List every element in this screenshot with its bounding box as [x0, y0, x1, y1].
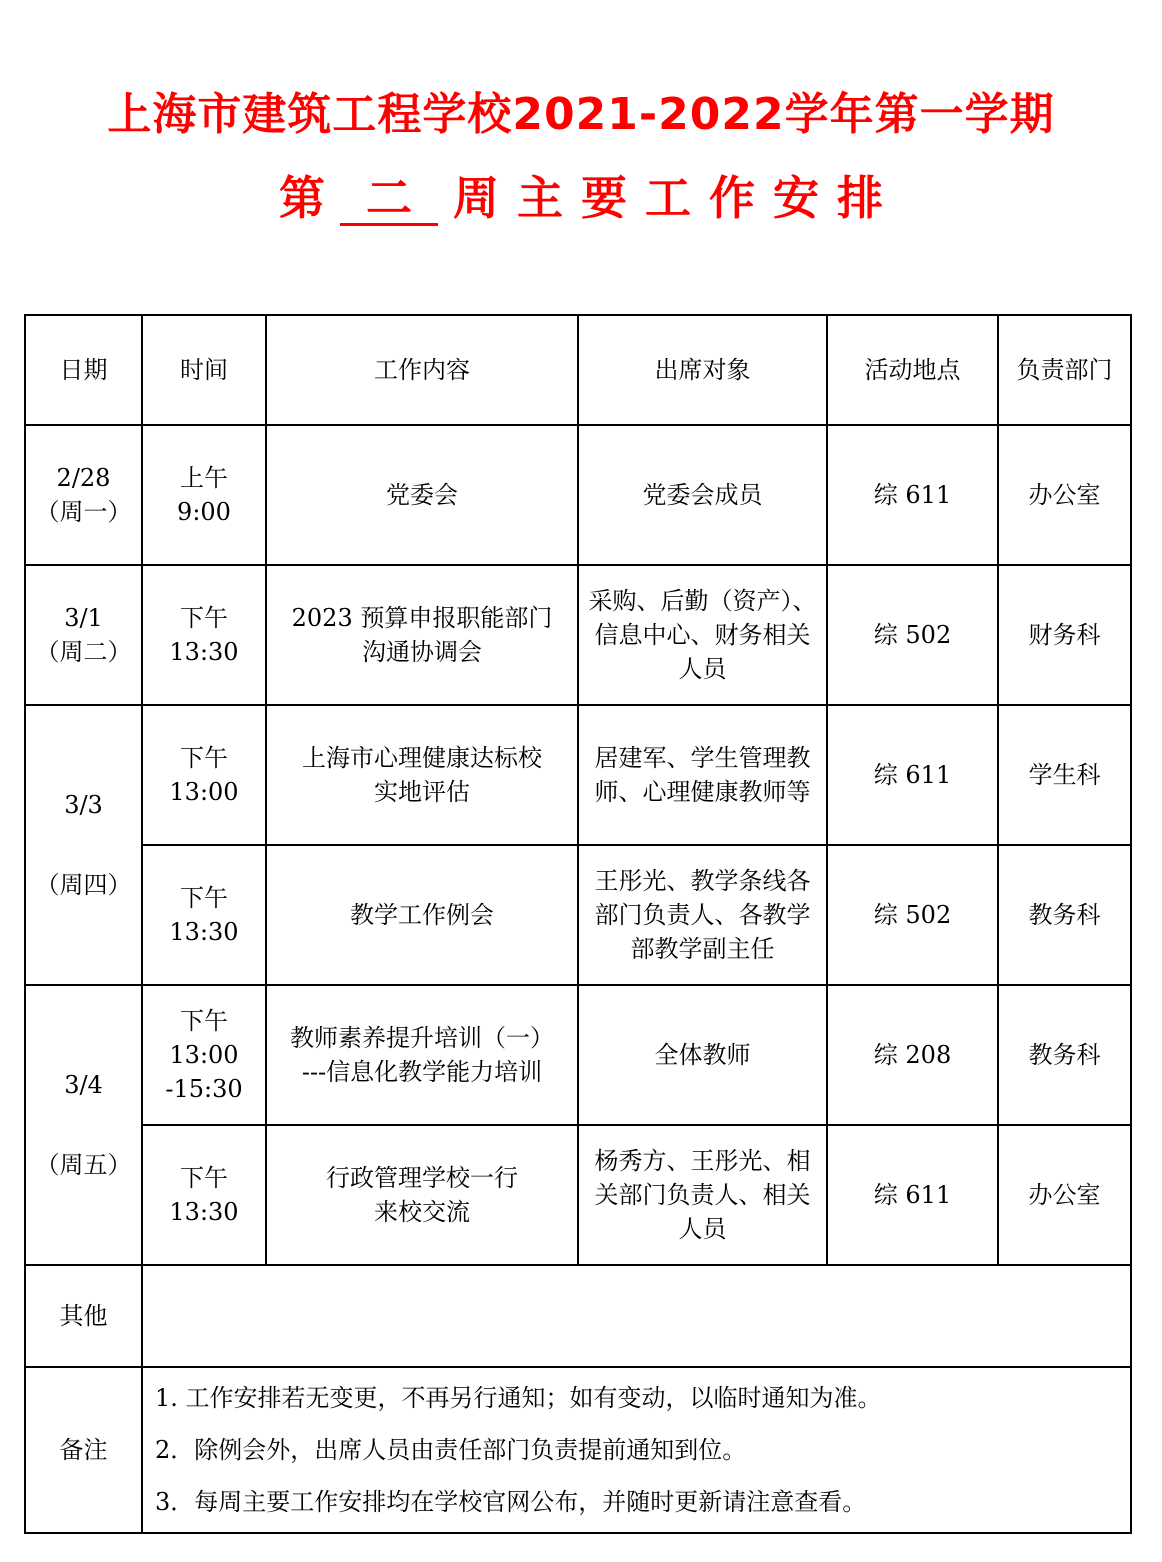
- date-cell: 3/4 （周五）: [25, 985, 142, 1265]
- dept-cell: 办公室: [998, 1125, 1131, 1265]
- dept-cell: 学生科: [998, 705, 1131, 845]
- content-cell: 行政管理学校一行 来校交流: [266, 1125, 578, 1265]
- header-row: [25, 315, 1131, 425]
- dept-cell: 办公室: [998, 425, 1131, 565]
- page-subtitle: [0, 162, 1162, 228]
- page-title: 上海市建筑工程学校2021-2022学年第一学期: [107, 89, 1055, 140]
- dept-cell: 教务科: [998, 845, 1131, 985]
- subtitle-word: 周: [453, 171, 499, 225]
- time-cell: 下午 13:30: [142, 845, 266, 985]
- subtitle-word: 排: [837, 171, 883, 225]
- dept-cell: 财务科: [998, 565, 1131, 705]
- location-cell: 综 611: [827, 1125, 998, 1265]
- table-row: [25, 845, 1131, 985]
- table-row: [25, 565, 1131, 705]
- other-value: [142, 1265, 1131, 1367]
- time-cell: 下午 13:00: [142, 705, 266, 845]
- header-date: 日期: [25, 315, 142, 425]
- location-cell: 综 611: [827, 425, 998, 565]
- note-item: 1. 工作安排若无变更，不再另行通知；如有变动，以临时通知为准。: [155, 1384, 882, 1412]
- date-cell: 3/1 （周二）: [25, 565, 142, 705]
- date-cell: 3/3 （周四）: [25, 705, 142, 985]
- content-cell: 2023 预算申报职能部门 沟通协调会: [266, 565, 578, 705]
- table-row: [25, 1125, 1131, 1265]
- subtitle-word: 要: [581, 171, 627, 225]
- header-dept: 负责部门: [998, 315, 1131, 425]
- other-row: [25, 1265, 1131, 1367]
- date-cell: 2/28 （周一）: [25, 425, 142, 565]
- table-row: [25, 705, 1131, 845]
- header-content: 工作内容: [266, 315, 578, 425]
- header-time: 时间: [142, 315, 266, 425]
- subtitle-word: 主: [517, 171, 563, 225]
- time-cell: 下午 13:30: [142, 1125, 266, 1265]
- header-attendees: 出席对象: [578, 315, 827, 425]
- time-cell: 上午 9:00: [142, 425, 266, 565]
- notes-label: 备注: [25, 1367, 142, 1533]
- location-cell: 综 208: [827, 985, 998, 1125]
- note-item: 3．每周主要工作安排均在学校官网公布，并随时更新请注意查看。: [155, 1488, 867, 1516]
- time-cell: 下午 13:00 -15:30: [142, 985, 266, 1125]
- attendees-cell: 居建军、学生管理教 师、心理健康教师等: [578, 705, 827, 845]
- attendees-cell: 采购、后勤（资产）、 信息中心、财务相关 人员: [578, 565, 827, 705]
- note-item: 2．除例会外，出席人员由责任部门负责提前通知到位。: [155, 1436, 747, 1464]
- content-cell: 党委会: [266, 425, 578, 565]
- table-row: [25, 985, 1131, 1125]
- location-cell: 综 611: [827, 705, 998, 845]
- subtitle-word: 作: [709, 171, 755, 225]
- location-cell: 综 502: [827, 845, 998, 985]
- attendees-cell: 杨秀方、王彤光、相 关部门负责人、相关 人员: [578, 1125, 827, 1265]
- content-cell: 教师素养提升培训（一） ---信息化教学能力培训: [266, 985, 578, 1125]
- subtitle-prefix: 第: [279, 171, 325, 225]
- time-cell: 下午 13:30: [142, 565, 266, 705]
- attendees-cell: 党委会成员: [578, 425, 827, 565]
- notes-row: [25, 1367, 1131, 1533]
- table-row: [25, 425, 1131, 565]
- subtitle-word: 安: [773, 171, 819, 225]
- other-label: 其他: [25, 1265, 142, 1367]
- week-number: 二: [340, 173, 438, 226]
- content-cell: 上海市心理健康达标校 实地评估: [266, 705, 578, 845]
- attendees-cell: 全体教师: [578, 985, 827, 1125]
- header-location: 活动地点: [827, 315, 998, 425]
- subtitle-word: 工: [645, 171, 691, 225]
- dept-cell: 教务科: [998, 985, 1131, 1125]
- schedule-table: [24, 314, 1132, 1534]
- notes-list: [142, 1367, 1131, 1533]
- content-cell: 教学工作例会: [266, 845, 578, 985]
- attendees-cell: 王彤光、教学条线各 部门负责人、各教学 部教学副主任: [578, 845, 827, 985]
- location-cell: 综 502: [827, 565, 998, 705]
